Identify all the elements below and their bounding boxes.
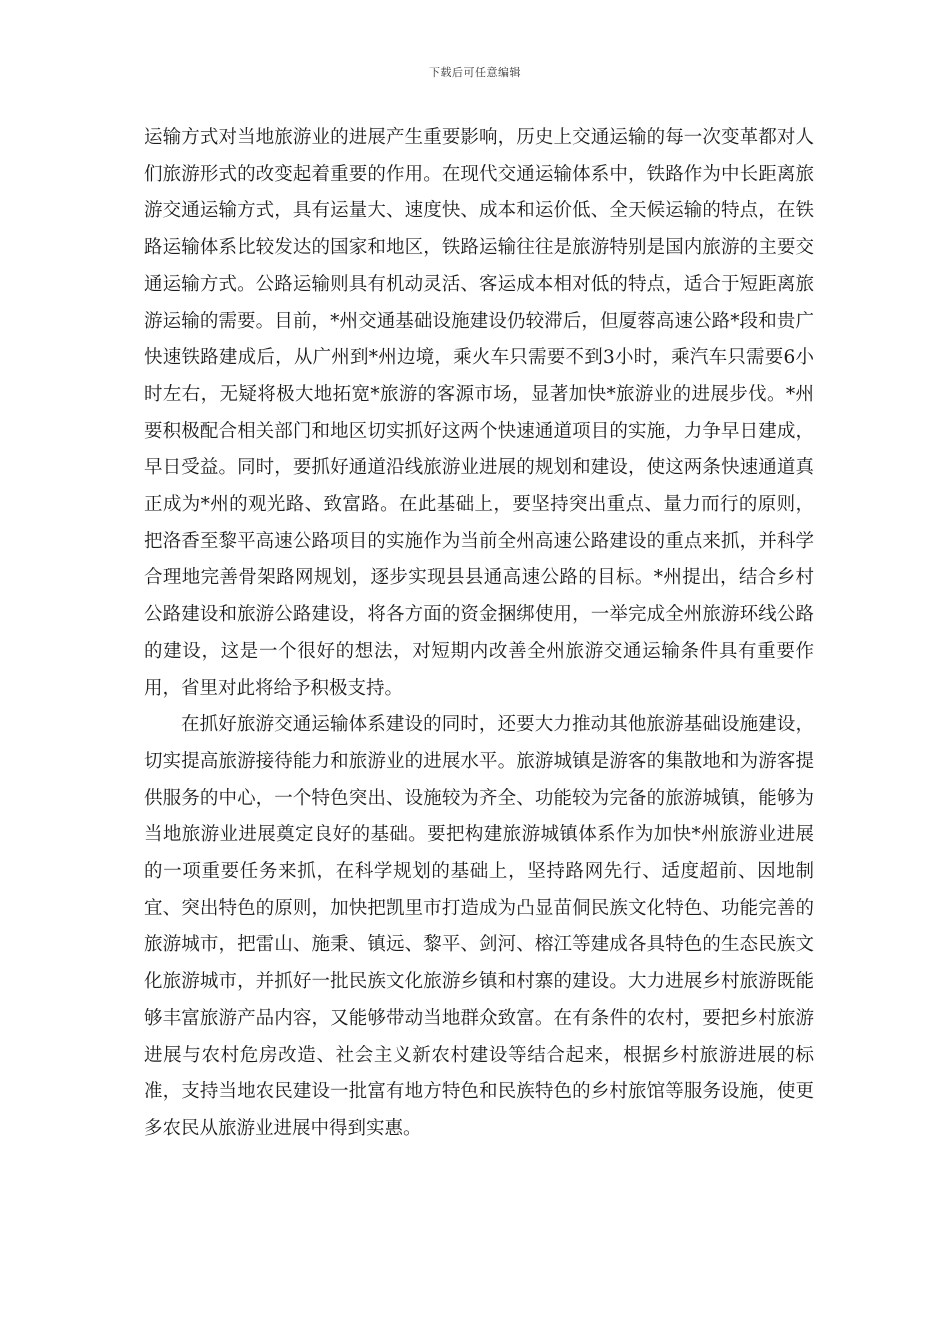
paragraph-infrastructure: 在抓好旅游交通运输体系建设的同时，还要大力推动其他旅游基础设施建设，切实提高旅游接待能力和旅游业的进展水平。旅游城镇是游客的集散地和为游客提供服务的中心，一个特色突出、设施较为齐全、功能较为完备的旅游城镇，能够为当地旅游业进展奠定良好的基础。要把构建旅游城镇体系作为加快*州旅游业进展的一项重要任务来抓，在科学规划的基础上，坚持路网先行、适度超前、因地制宜、突出特色的原则，加快把凯里市打造成为凸显苗侗民族文化特色、功能完善的旅游城市，把雷山、施秉、镇远、黎平、剑河、榕江等建成各具特色的生态民族文化旅游城市，并抓好一批民族文化旅游乡镇和村寨的建设。大力进展乡村旅游既能够丰富旅游产品内容，又能够带动当地群众致富。在有条件的农村，要把乡村旅游进展与农村危房改造、社会主义新农村建设等结合起来，根据乡村旅游进展的标准，支持当地农民建设一批富有地方特色和民族特色的乡村旅馆等服务设施，使更多农民从旅游业进展中得到实惠。: [144, 714, 814, 1139]
body-text: [144, 120, 814, 1148]
page-header: 下载后可任意编辑: [429, 66, 521, 79]
paragraph-transport: 运输方式对当地旅游业的进展产生重要影响，历史上交通运输的每一次变革都对人们旅游形式的改变起着重要的作用。在现代交通运输体系中，铁路作为中长距离旅游交通运输方式，具有运量大、速度快、成本和运价低、全天候运输的特点，在铁路运输体系比较发达的国家和地区，铁路运输往往是旅游特别是国内旅游的主要交通运输方式。公路运输则具有机动灵活、客运成本相对低的特点，适合于短距离旅游运输的需要。目前，*州交通基础设施建设仍较滞后，但厦蓉高速公路*段和贵广快速铁路建成后，从广州到*州边境，乘火车只需要不到3小时，乘汽车只需要6小时左右，无疑将极大地拓宽*旅游的客源市场，显著加快*旅游业的进展步伐。*州要积极配合相关部门和地区切实抓好这两个快速通道项目的实施，力争早日建成，早日受益。同时，要抓好通道沿线旅游业进展的规划和建设，使这两条快速通道真正成为*州的观光路、致富路。在此基础上，要坚持突出重点、量力而行的原则，把洛香至黎平高速公路项目的实施作为当前全州高速公路建设的重点来抓，并科学合理地完善骨架路网规划，逐步实现县县通高速公路的目标。*州提出，结合乡村公路建设和旅游公路建设，将各方面的资金捆绑使用，一举完成全州旅游环线公路的建设，这是一个很好的想法，对短期内改善全州旅游交通运输条件具有重要作用，省里对此将给予积极支持。: [144, 127, 814, 699]
